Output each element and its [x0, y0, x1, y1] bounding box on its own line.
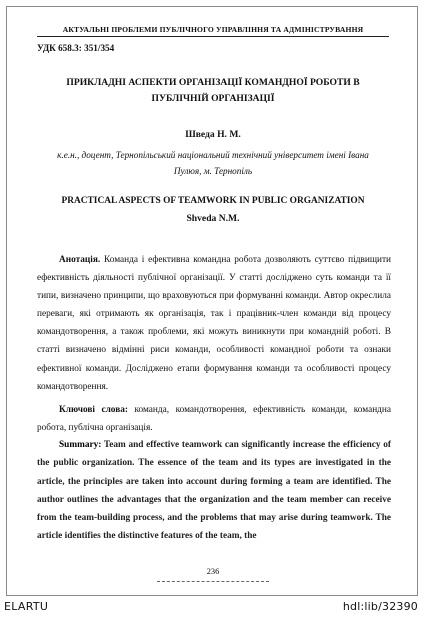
page-number-rule — [157, 581, 269, 582]
summary-label: Summary: — [59, 440, 102, 450]
article-title-ua: ПРИКЛАДНІ АСПЕКТИ ОРГАНІЗАЦІЇ КОМАНДНОЇ РОБОТИ В ПУБЛІЧНІЙ ОРГАНІЗАЦІЇ — [66, 77, 360, 104]
author-affiliation-ua: к.е.н., доцент, Тернопільський національний технічний університет імені Івана Пулюя, м. Тернопіль — [57, 150, 369, 176]
keywords-text: команда, командотворення, ефективність команди, командна робота, публічна організація. — [37, 405, 391, 434]
keywords-ua — [37, 401, 391, 437]
journal-header: АКТУАЛЬНІ ПРОБЛЕМИ ПУБЛІЧНОГО УПРАВЛІННЯ ТА АДМІНІСТРУВАННЯ — [37, 25, 389, 37]
abstract-ua — [37, 251, 391, 396]
page-number: 236 — [206, 567, 220, 576]
abstract-text: Команда і ефективна командна робота дозволяють суттєво підвищити ефективність діяльності публічної організації. У статті досліджено суть команди та її типи, визначено принципи, що враховуються при формуванні команди. Автор окреслила переваги, які отримають як організація, так і працівник-член команди від процесу командотворення, а також проблеми, які можуть виникнути при командній роботі. В статті визначено відмінні риси команди, особливості командної роботи та ознаки ефективної команди. Досліджено етапи формування команди та особливості процесу командотворення. — [37, 255, 391, 392]
handle-identifier: hdl:lib/32390 — [342, 600, 418, 613]
repository-name: ELARTU — [4, 600, 49, 613]
udk-code: УДК 658.3: 351/354 — [37, 43, 115, 53]
keywords-label: Ключові слова: — [59, 405, 128, 415]
author-name-en: Shveda N.M. — [186, 213, 240, 224]
document-page — [6, 6, 418, 596]
summary-en — [37, 436, 391, 546]
author-name-ua: Шведа Н. М. — [185, 129, 241, 140]
summary-text: Team and effective teamwork can significantly increase the efficiency of the public organization. The essence of the team and its types are investigated in the article, the principles are taken into account during forming a team are identified. The author outlines the advantages that the organization and the team member can receive from the team-building process, and the problems that may arise during teamwork. The article identifies the distinctive features of the team, the — [37, 440, 391, 542]
article-title-en: PRACTICAL ASPECTS OF TEAMWORK IN PUBLIC ORGANIZATION — [61, 196, 365, 206]
abstract-label: Анотація. — [59, 255, 101, 265]
